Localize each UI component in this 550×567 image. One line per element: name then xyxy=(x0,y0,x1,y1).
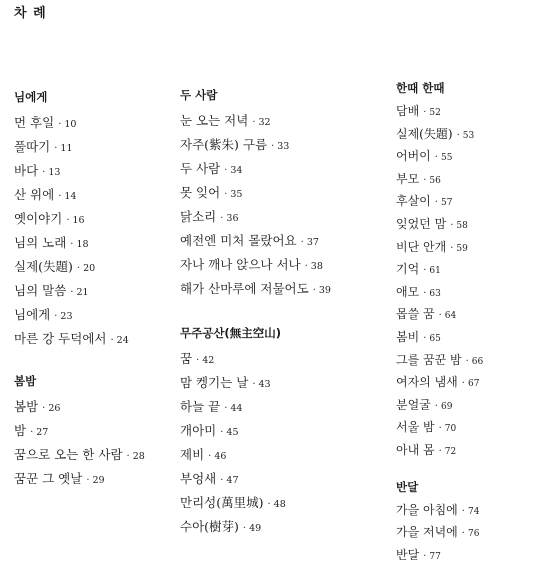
toc-column-2 xyxy=(180,85,380,541)
entry-separator: · xyxy=(313,285,316,296)
entry-title: 꿈으로 오는 한 사람 xyxy=(14,447,123,462)
entry-separator: · xyxy=(439,446,442,457)
entry-title: 제비 xyxy=(180,447,204,462)
toc-entry xyxy=(14,281,174,305)
entry-page: 77 xyxy=(429,552,440,562)
section-title: 님에게 xyxy=(14,87,174,107)
entry-title: 만리성(萬里城) xyxy=(180,495,263,510)
entry-separator: · xyxy=(66,215,69,226)
entry-page: 69 xyxy=(441,402,452,412)
toc-entry xyxy=(396,395,546,418)
toc-entry xyxy=(180,159,380,183)
entry-title: 부엉새 xyxy=(180,471,216,486)
entry-separator: · xyxy=(435,197,438,208)
toc-section-bandal xyxy=(396,477,546,567)
entry-page: 57 xyxy=(441,198,452,208)
entry-separator: · xyxy=(70,287,73,298)
toc-entry xyxy=(396,282,546,305)
entry-page: 53 xyxy=(463,131,474,141)
toc-entry xyxy=(396,214,546,237)
entry-separator: · xyxy=(267,499,270,510)
entry-title: 몹쓸 꿈 xyxy=(396,307,435,321)
entry-page: 14 xyxy=(64,191,76,202)
toc-entry xyxy=(14,137,174,161)
section-gap xyxy=(396,463,546,477)
entry-page: 56 xyxy=(429,176,440,186)
toc-entry xyxy=(14,233,174,257)
entry-page: 11 xyxy=(60,143,72,154)
toc-section-nimege xyxy=(14,87,174,353)
toc-entry xyxy=(396,350,546,373)
entry-title: 실제(失題) xyxy=(14,259,73,274)
entry-title: 실제(失題) xyxy=(396,127,453,141)
entry-separator: · xyxy=(435,152,438,163)
entry-page: 61 xyxy=(429,266,440,276)
entry-separator: · xyxy=(220,427,223,438)
entry-page: 44 xyxy=(230,403,242,414)
entry-title: 서울 밤 xyxy=(396,420,435,434)
entry-title: 어버이 xyxy=(396,149,431,163)
entry-separator: · xyxy=(224,165,227,176)
entry-title: 애모 xyxy=(396,285,419,299)
entry-title: 후살이 xyxy=(396,194,431,208)
entry-title: 가을 저녁에 xyxy=(396,525,458,539)
entry-separator: · xyxy=(450,220,453,231)
entry-title: 잊었던 맘 xyxy=(396,217,446,231)
entry-title: 밤 xyxy=(14,423,26,438)
entry-title: 풀따기 xyxy=(14,139,50,154)
section-title: 무주공산(無主空山) xyxy=(180,323,380,343)
entry-separator: · xyxy=(110,335,113,346)
entry-separator: · xyxy=(252,379,255,390)
toc-entry xyxy=(396,259,546,282)
entry-separator: · xyxy=(30,427,33,438)
entry-separator: · xyxy=(423,265,426,276)
entry-separator: · xyxy=(252,117,255,128)
entry-page: 70 xyxy=(445,424,456,434)
toc-entry xyxy=(396,101,546,124)
entry-separator: · xyxy=(58,191,61,202)
entry-separator: · xyxy=(42,167,45,178)
entry-title: 두 사람 xyxy=(180,161,220,176)
entry-page: 74 xyxy=(468,507,479,517)
entry-separator: · xyxy=(220,475,223,486)
entry-title: 그를 꿈꾼 밤 xyxy=(396,353,462,367)
toc-section-hanttae xyxy=(396,78,546,463)
toc-entry xyxy=(396,169,546,192)
entry-page: 66 xyxy=(472,357,483,367)
entry-separator: · xyxy=(58,119,61,130)
entry-page: 29 xyxy=(93,475,105,486)
entry-page: 13 xyxy=(48,167,60,178)
entry-separator: · xyxy=(54,143,57,154)
entry-separator: · xyxy=(224,189,227,200)
entry-page: 16 xyxy=(73,215,85,226)
entry-page: 32 xyxy=(259,117,271,128)
entry-separator: · xyxy=(439,423,442,434)
toc-entry xyxy=(396,124,546,147)
toc-entry xyxy=(14,113,174,137)
entry-page: 27 xyxy=(36,427,48,438)
entry-separator: · xyxy=(462,528,465,539)
toc-entry xyxy=(14,305,174,329)
entry-title: 마른 강 두덕에서 xyxy=(14,331,106,346)
entry-title: 꿈꾼 그 옛날 xyxy=(14,471,82,486)
toc-entry xyxy=(14,185,174,209)
entry-page: 43 xyxy=(259,379,271,390)
entry-separator: · xyxy=(435,401,438,412)
toc-entry xyxy=(396,500,546,523)
toc-entry xyxy=(180,469,380,493)
entry-title: 산 위에 xyxy=(14,187,54,202)
toc-entry xyxy=(180,231,380,255)
toc-section-mujugongsan xyxy=(180,323,380,541)
toc-column-3 xyxy=(396,78,546,567)
toc-entry xyxy=(14,161,174,185)
entry-title: 바다 xyxy=(14,163,38,178)
toc-entry xyxy=(14,469,174,493)
entry-page: 72 xyxy=(445,447,456,457)
entry-title: 담배 xyxy=(396,104,419,118)
entry-title: 기억 xyxy=(396,262,419,276)
toc-entry xyxy=(396,146,546,169)
entry-page: 45 xyxy=(226,427,238,438)
entry-separator: · xyxy=(86,475,89,486)
entry-title: 맘 켕기는 날 xyxy=(180,375,248,390)
entry-page: 52 xyxy=(429,108,440,118)
entry-page: 23 xyxy=(60,311,72,322)
entry-page: 48 xyxy=(274,499,286,510)
toc-entry xyxy=(396,440,546,463)
entry-separator: · xyxy=(457,130,460,141)
toc-section-bombam xyxy=(14,371,174,493)
toc-entry xyxy=(180,135,380,159)
toc-column-1 xyxy=(14,87,174,493)
entry-separator: · xyxy=(462,506,465,517)
section-title: 두 사람 xyxy=(180,85,380,105)
entry-separator: · xyxy=(423,551,426,562)
entry-separator: · xyxy=(220,213,223,224)
entry-separator: · xyxy=(42,403,45,414)
entry-page: 18 xyxy=(76,239,88,250)
entry-separator: · xyxy=(450,243,453,254)
entry-title: 눈 오는 저녁 xyxy=(180,113,248,128)
toc-section-du-saram xyxy=(180,85,380,303)
toc-entry xyxy=(14,209,174,233)
toc-entry xyxy=(396,191,546,214)
toc-entry xyxy=(396,417,546,440)
entry-separator: · xyxy=(271,141,274,152)
entry-page: 21 xyxy=(76,287,88,298)
entry-separator: · xyxy=(196,355,199,366)
toc-entry xyxy=(14,397,174,421)
entry-page: 47 xyxy=(226,475,238,486)
toc-entry xyxy=(396,372,546,395)
entry-title: 닭소리 xyxy=(180,209,216,224)
toc-entry xyxy=(396,304,546,327)
section-title: 봄밤 xyxy=(14,371,174,391)
entry-page: 33 xyxy=(277,141,289,152)
entry-title: 님의 말씀 xyxy=(14,283,66,298)
toc-entry xyxy=(396,545,546,567)
toc-entry xyxy=(180,183,380,207)
toc-entry xyxy=(396,522,546,545)
toc-entry xyxy=(180,421,380,445)
entry-separator: · xyxy=(243,523,246,534)
entry-title: 부모 xyxy=(396,172,419,186)
entry-page: 35 xyxy=(230,189,242,200)
page-title: 차 례 xyxy=(14,2,47,21)
entry-title: 가을 아침에 xyxy=(396,503,458,517)
entry-separator: · xyxy=(439,310,442,321)
entry-title: 분얼굴 xyxy=(396,398,431,412)
entry-page: 67 xyxy=(468,379,479,389)
entry-page: 42 xyxy=(202,355,214,366)
entry-title: 자나 깨나 앉으나 서나 xyxy=(180,257,301,272)
entry-title: 꿈 xyxy=(180,351,192,366)
toc-entry xyxy=(14,257,174,281)
toc-entry xyxy=(180,445,380,469)
entry-page: 59 xyxy=(456,244,467,254)
section-title: 반달 xyxy=(396,477,546,497)
entry-page: 64 xyxy=(445,311,456,321)
entry-separator: · xyxy=(208,451,211,462)
entry-page: 28 xyxy=(133,451,145,462)
entry-separator: · xyxy=(77,263,80,274)
toc-entry xyxy=(14,329,174,353)
entry-title: 봄밤 xyxy=(14,399,38,414)
toc-entry xyxy=(180,349,380,373)
entry-separator: · xyxy=(466,356,469,367)
toc-entry xyxy=(180,493,380,517)
entry-page: 49 xyxy=(249,523,261,534)
entry-page: 58 xyxy=(456,221,467,231)
entry-title: 반달 xyxy=(396,548,419,562)
toc-entry xyxy=(14,421,174,445)
entry-separator: · xyxy=(423,288,426,299)
entry-page: 26 xyxy=(48,403,60,414)
entry-page: 63 xyxy=(429,289,440,299)
entry-title: 예전엔 미처 몰랐어요 xyxy=(180,233,297,248)
toc-entry xyxy=(180,397,380,421)
entry-separator: · xyxy=(54,311,57,322)
entry-title: 못 잊어 xyxy=(180,185,220,200)
entry-page: 38 xyxy=(311,261,323,272)
entry-separator: · xyxy=(423,175,426,186)
toc-entry xyxy=(180,111,380,135)
section-gap xyxy=(14,353,174,371)
section-title: 한때 한때 xyxy=(396,78,546,98)
toc-entry xyxy=(180,373,380,397)
entry-separator: · xyxy=(127,451,130,462)
entry-title: 님의 노래 xyxy=(14,235,66,250)
entry-title: 자주(紫朱) 구름 xyxy=(180,137,267,152)
toc-entry xyxy=(180,207,380,231)
entry-separator: · xyxy=(70,239,73,250)
entry-title: 해가 산마루에 저물어도 xyxy=(180,281,309,296)
entry-title: 개아미 xyxy=(180,423,216,438)
entry-separator: · xyxy=(462,378,465,389)
entry-page: 10 xyxy=(64,119,76,130)
entry-page: 46 xyxy=(214,451,226,462)
entry-title: 아내 몸 xyxy=(396,443,435,457)
entry-title: 봄비 xyxy=(396,330,419,344)
entry-page: 65 xyxy=(429,334,440,344)
entry-title: 여자의 냄새 xyxy=(396,375,458,389)
entry-title: 님에게 xyxy=(14,307,50,322)
entry-page: 76 xyxy=(468,529,479,539)
entry-page: 37 xyxy=(307,237,319,248)
entry-title: 먼 후일 xyxy=(14,115,54,130)
section-gap xyxy=(180,303,380,323)
entry-page: 20 xyxy=(83,263,95,274)
entry-page: 55 xyxy=(441,153,452,163)
toc-entry xyxy=(180,255,380,279)
toc-entry xyxy=(180,517,380,541)
entry-separator: · xyxy=(224,403,227,414)
toc-entry xyxy=(180,279,380,303)
entry-page: 39 xyxy=(319,285,331,296)
entry-title: 옛이야기 xyxy=(14,211,62,226)
toc-entry xyxy=(396,237,546,260)
toc-entry xyxy=(14,445,174,469)
entry-page: 34 xyxy=(230,165,242,176)
entry-title: 수아(樹芽) xyxy=(180,519,239,534)
toc-entry xyxy=(396,327,546,350)
entry-separator: · xyxy=(423,107,426,118)
entry-separator: · xyxy=(423,333,426,344)
entry-separator: · xyxy=(305,261,308,272)
entry-separator: · xyxy=(301,237,304,248)
entry-title: 하늘 끝 xyxy=(180,399,220,414)
entry-page: 24 xyxy=(117,335,129,346)
entry-page: 36 xyxy=(226,213,238,224)
entry-title: 비단 안개 xyxy=(396,240,446,254)
